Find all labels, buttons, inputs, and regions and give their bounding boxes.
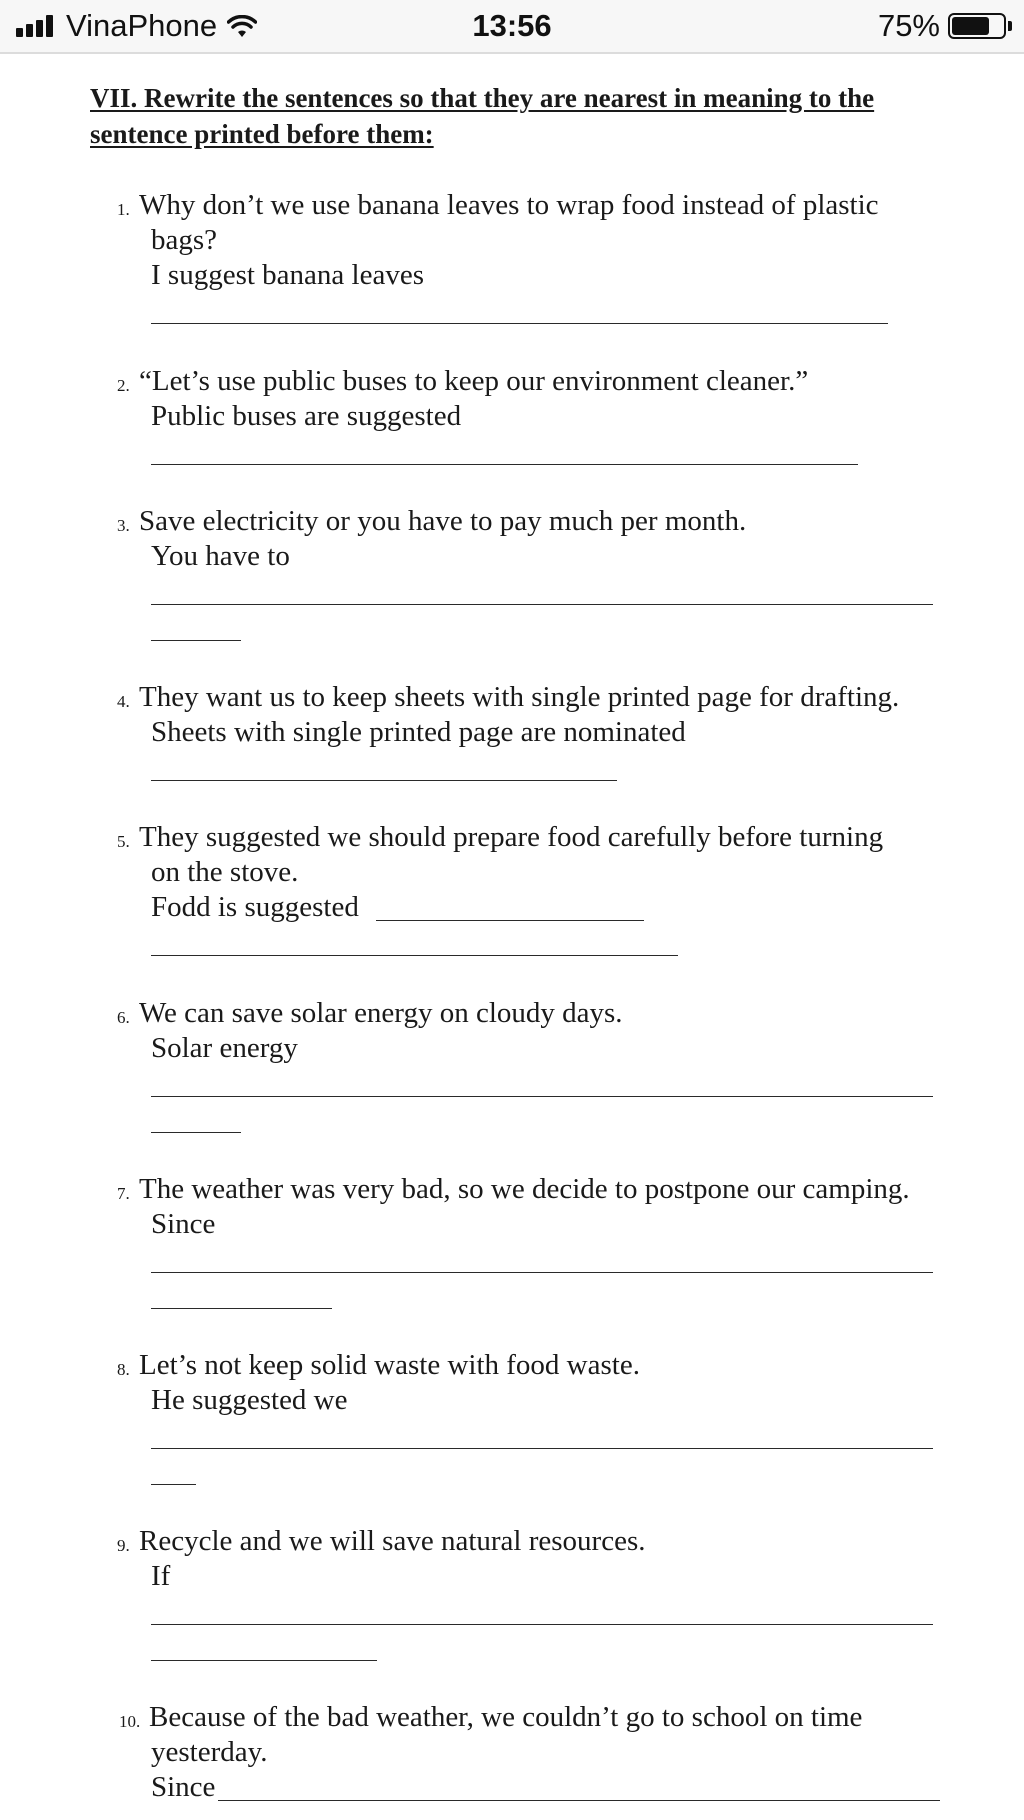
answer-line[interactable] [151, 780, 617, 781]
answer-line[interactable] [151, 464, 858, 465]
battery-icon [948, 13, 1006, 39]
answer-prompt: Since [151, 1208, 216, 1240]
carrier-name: VinaPhone [66, 8, 218, 43]
question-text: The weather was very bad, so we decide to postpone our camping. [139, 1173, 910, 1205]
question-text: “Let’s use public buses to keep our environment cleaner.” [139, 365, 809, 397]
battery-percent: 75% [877, 8, 940, 43]
answer-line[interactable] [151, 604, 933, 605]
answer-line-cont[interactable] [151, 1660, 377, 1661]
answer-line[interactable] [151, 1096, 933, 1097]
question-text: Let’s not keep solid waste with food waste. [139, 1349, 640, 1381]
question-number: 2. [117, 376, 130, 395]
question-number: 9. [117, 1536, 130, 1555]
answer-prompt: You have to [151, 540, 290, 572]
answer-prompt: If [151, 1560, 171, 1592]
battery-fill [952, 17, 989, 35]
answer-prompt: Sheets with single printed page are nominated [151, 716, 686, 748]
question-number: 7. [117, 1184, 130, 1203]
answer-prompt: Since [151, 1771, 216, 1803]
answer-prompt: Fodd is suggested [151, 891, 359, 923]
question-text: They suggested we should prepare food carefully before turning [139, 821, 884, 853]
question-number: 8. [117, 1360, 130, 1379]
question-number: 6. [117, 1008, 130, 1027]
status-right [878, 8, 1012, 44]
clock: 13:56 [472, 8, 552, 43]
question-text: Recycle and we will save natural resources. [139, 1525, 646, 1557]
question-number: 10. [119, 1712, 141, 1731]
question-number: 3. [117, 516, 130, 535]
question-text-cont: on the stove. [151, 856, 299, 888]
status-bar [0, 0, 1024, 54]
answer-line-cont[interactable] [151, 1132, 241, 1133]
answer-line-cont[interactable] [151, 1308, 332, 1309]
question-text: We can save solar energy on cloudy days. [139, 997, 623, 1029]
question-text: Save electricity or you have to pay much per month. [139, 505, 747, 537]
question-number: 1. [117, 200, 130, 219]
answer-inline-line[interactable] [376, 920, 644, 921]
answer-line[interactable] [151, 1448, 933, 1449]
exercise-heading: VII. Rewrite the sentences so that they are nearest in meaning to the sentence printed before them: [90, 83, 875, 149]
answer-line[interactable] [151, 1272, 933, 1273]
answer-line[interactable] [151, 955, 678, 956]
answer-line[interactable] [151, 1624, 933, 1625]
answer-line-cont[interactable] [151, 640, 241, 641]
answer-prompt: He suggested we [151, 1384, 348, 1416]
question-text: Because of the bad weather, we couldn’t go to school on time [149, 1701, 863, 1733]
question-text-cont: yesterday. [151, 1736, 268, 1768]
question-text: Why don’t we use banana leaves to wrap food instead of plastic [139, 189, 879, 221]
answer-line[interactable] [218, 1800, 940, 1801]
answer-prompt: I suggest banana leaves [151, 259, 424, 291]
question-text: They want us to keep sheets with single printed page for drafting. [139, 681, 900, 713]
battery-cap [1008, 21, 1012, 31]
answer-prompt: Public buses are suggested [151, 400, 462, 432]
question-number: 4. [117, 692, 130, 711]
answer-prompt: Solar energy [151, 1032, 298, 1064]
question-number: 5. [117, 832, 130, 851]
answer-line[interactable] [151, 323, 888, 324]
answer-line-cont[interactable] [151, 1484, 196, 1485]
question-text-cont: bags? [151, 224, 218, 256]
